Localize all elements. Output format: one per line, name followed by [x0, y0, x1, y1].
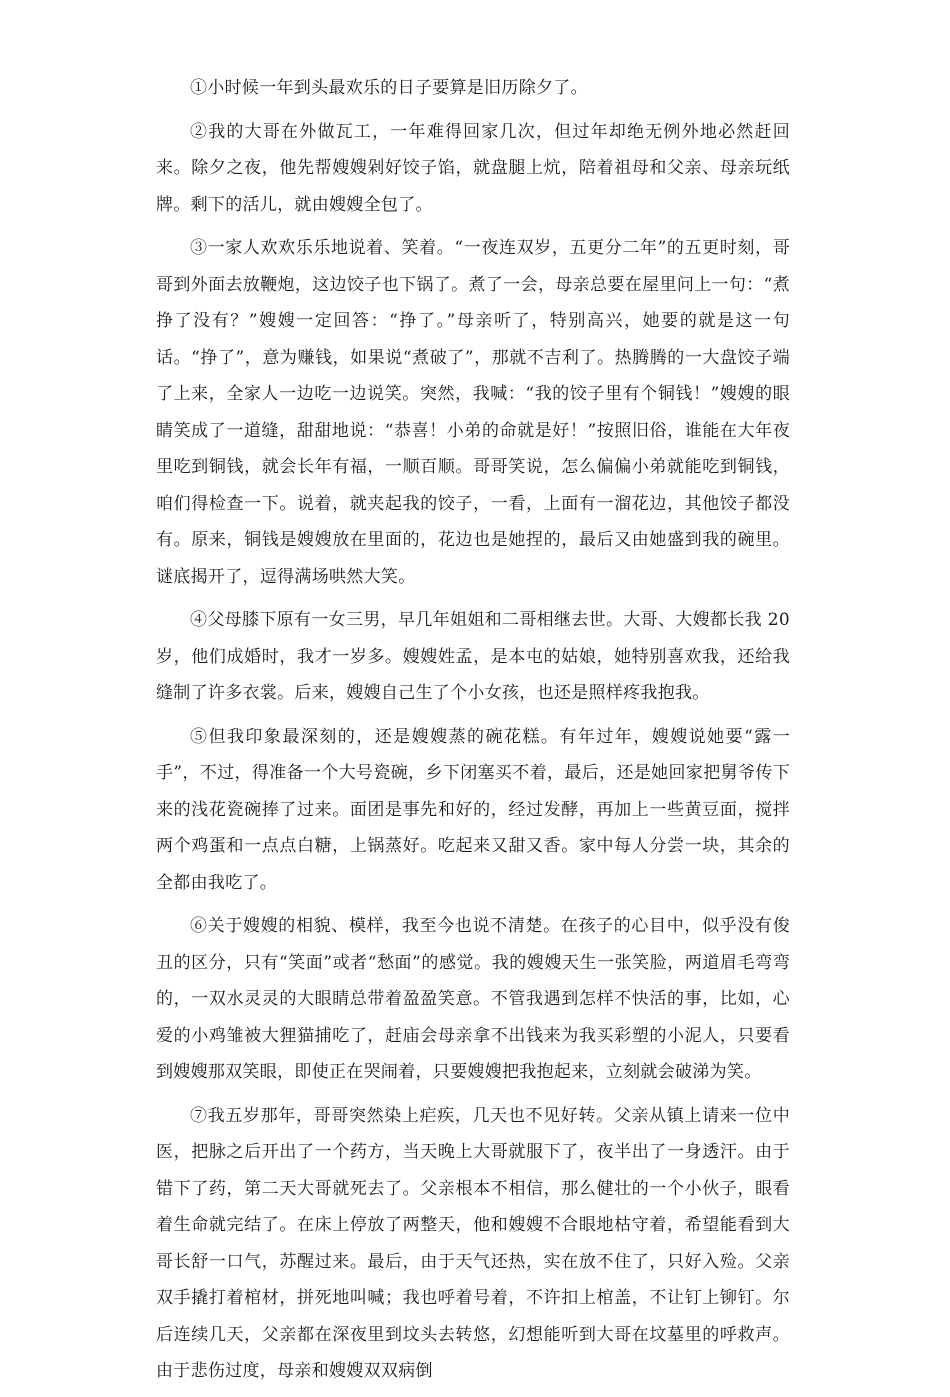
paragraph-5: ⑤但我印象最深刻的，还是嫂嫂蒸的碗花糕。有年过年，嫂嫂说她要“露一手”，不过，得准备一个大号瓷碗，乡下闭塞买不着，最后，还是她回家把舅爷传下来的浅花瓷碗捧了过来。面团是事先和好的，经过发酵，再加上一些黄豆面，搅拌两个鸡蛋和一点点白糖，上锅蒸好。吃起来又甜又香。家中每人分尝一块，其余的全都由我吃了。 [156, 726, 790, 893]
paragraph-7: ⑦我五岁那年，哥哥突然染上疟疾，几天也不见好转。父亲从镇上请来一位中医，把脉之后开出了一个药方，当天晚上大哥就服下了，夜半出了一身透汗。由于错下了药，第二天大哥就死去了。父亲根本不相信，那么健壮的一个小伙子，眼看着生命就完结了。在床上停放了两整天，他和嫂嫂不合眼地枯守着，希望能看到大哥长舒一口气，苏醒过来。最后，由于天气还热，实在放不住了，只好入殓。父亲双手撬打着棺材，拼死地叫喊；我也呼着号着，不许扣上棺盖，不让钉上铆钉。尔后连续几天，父亲都在深夜里到坟头去转悠，幻想能听到大哥在坟墓里的呼救声。由于悲伤过度，母亲和嫂嫂双双病倒 [156, 1105, 790, 1381]
article-body [156, 70, 790, 1397]
paragraph-1: ①小时候一年到头最欢乐的日子要算是旧历除夕了。 [190, 78, 588, 98]
paragraph-4: ④父母膝下原有一女三男，早几年姐姐和二哥相继去世。大哥、大嫂都长我 20 岁，他们成婚时，我才一岁多。嫂嫂姓孟，是本屯的姑娘，她特别喜欢我，还给我缝制了许多衣裳。后来，嫂嫂自己生了个小女孩，也还是照样疼我抱我。 [156, 610, 790, 703]
paragraph-6: ⑥关于嫂嫂的相貌、模样，我至今也说不清楚。在孩子的心目中，似乎没有俊丑的区分，只有“笑面”或者“愁面”的感觉。我的嫂嫂天生一张笑脸，两道眉毛弯弯的，一双水灵灵的大眼睛总带着盈盈笑意。不管我遇到怎样不快活的事，比如，心爱的小鸡雏被大狸猫捕吃了，赶庙会母亲拿不出钱来为我买彩塑的小泥人，只要看到嫂嫂那双笑眼，即使正在哭闹着，只要嫂嫂把我抱起来，立刻就会破涕为笑。 [156, 916, 790, 1082]
paragraph-3: ③一家人欢欢乐乐地说着、笑着。“一夜连双岁，五更分二年”的五更时刻，哥哥到外面去放鞭炮，这边饺子也下锅了。煮了一会，母亲总要在屋里问上一句：“煮挣了没有？”嫂嫂一定回答：“挣了。”母亲听了，特别高兴，她要的就是这一句话。“挣了”，意为赚钱，如果说“煮破了”，那就不吉利了。热腾腾的一大盘饺子端了上来，全家人一边吃一边说笑。突然，我喊：“我的饺子里有个铜钱！”嫂嫂的眼睛笑成了一道缝，甜甜地说：“恭喜！小弟的命就是好！”按照旧俗，谁能在大年夜里吃到铜钱，就会长年有福，一顺百顺。哥哥笑说，怎么偏偏小弟就能吃到铜钱，咱们得检查一下。说着，就夹起我的饺子，一看，上面有一溜花边，其他饺子都没有。原来，铜钱是嫂嫂放在里面的，花边也是她捏的，最后又由她盛到我的碗里。谜底揭开了，逗得满场哄然大笑。 [156, 238, 790, 587]
paragraph-2: ②我的大哥在外做瓦工，一年难得回家几次，但过年却绝无例外地必然赶回来。除夕之夜，他先帮嫂嫂剁好饺子馅，就盘腿上炕，陪着祖母和父亲、母亲玩纸牌。剩下的活儿，就由嫂嫂全包了。 [156, 121, 790, 215]
